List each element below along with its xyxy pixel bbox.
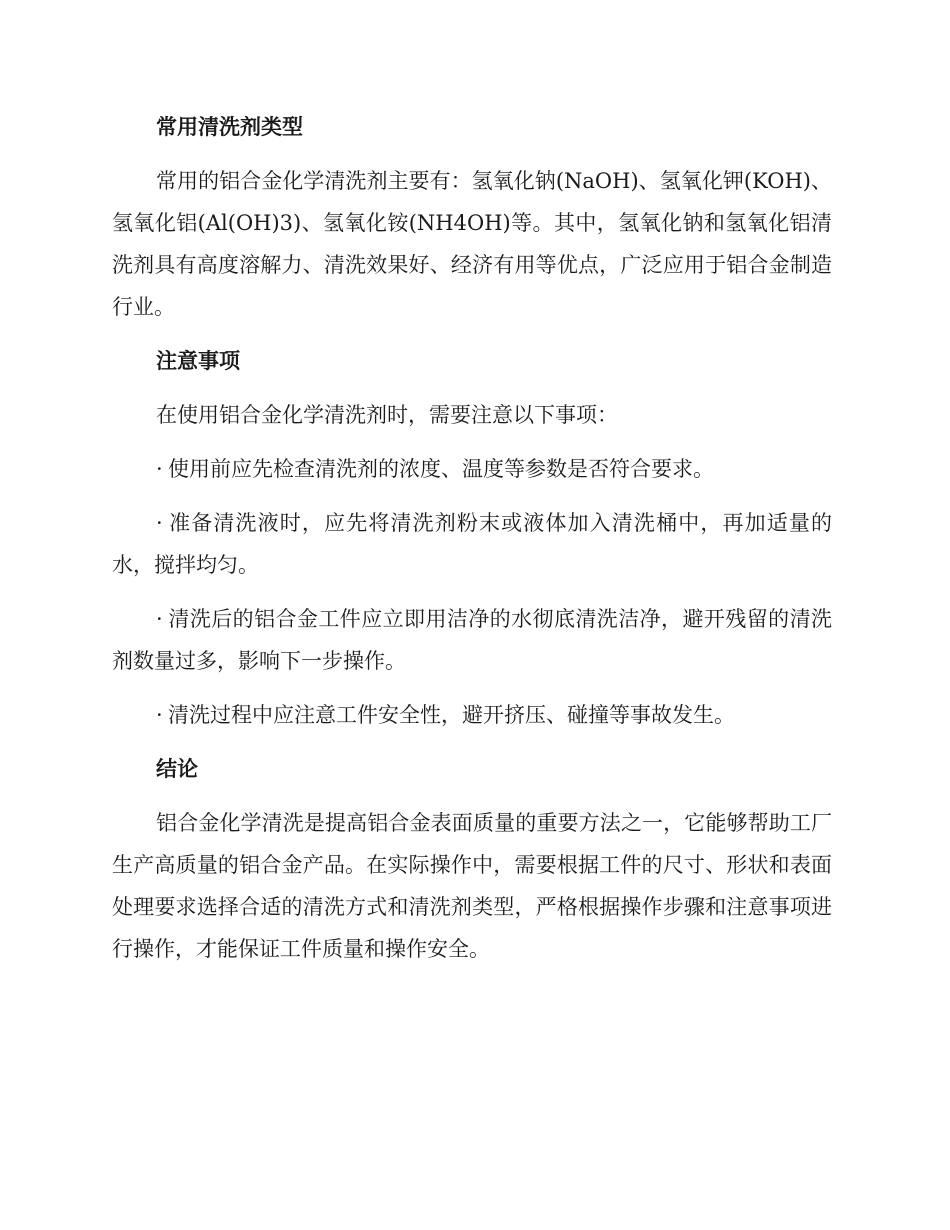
- bullet-item: [112, 448, 832, 490]
- section-precautions: [112, 340, 832, 736]
- bullet-text: 清洗后的铝合金工件应立即用洁净的水彻底清洗洁净，避开残留的清洗剂数量过多，影响下一步操作。: [112, 607, 832, 673]
- bullet-item: [112, 598, 832, 682]
- bullet-dot: ·: [156, 607, 163, 631]
- section-heading: 常用清洗剂类型: [156, 114, 303, 139]
- bullet-dot: ·: [156, 511, 163, 535]
- bullet-text: 使用前应先检查清洗剂的浓度、温度等参数是否符合要求。: [168, 457, 714, 481]
- section-heading: 注意事项: [156, 348, 240, 373]
- document-page: [112, 106, 832, 982]
- body-paragraph: 铝合金化学清洗是提高铝合金表面质量的重要方法之一，它能够帮助工厂生产高质量的铝合金产品。在实际操作中，需要根据工件的尺寸、形状和表面处理要求选择合适的清洗方式和清洗剂类型，严格根据操作步骤和注意事项进行操作，才能保证工件质量和操作安全。: [112, 811, 832, 961]
- bullet-item: [112, 694, 832, 736]
- intro-paragraph: 在使用铝合金化学清洗剂时，需要注意以下事项：: [156, 403, 618, 427]
- bullet-dot: ·: [156, 703, 163, 727]
- section-conclusion: [112, 748, 832, 970]
- section-heading: 结论: [156, 756, 198, 781]
- bullet-item: [112, 502, 832, 586]
- bullet-dot: ·: [156, 457, 163, 481]
- body-paragraph: 常用的铝合金化学清洗剂主要有：氢氧化钠(NaOH)、氢氧化钾(KOH)、氢氧化铝(Al(OH)3)、氢氧化铵(NH4OH)等。其中，氢氧化钠和氢氧化铝清洗剂具有高度溶解力、清洗效果好、经济有用等优点，广泛应用于铝合金制造行业。: [112, 169, 832, 319]
- section-cleaner-types: [112, 106, 832, 328]
- bullet-text: 清洗过程中应注意工件安全性，避开挤压、碰撞等事故发生。: [168, 703, 735, 727]
- bullet-text: 准备清洗液时，应先将清洗剂粉末或液体加入清洗桶中，再加适量的水，搅拌均匀。: [112, 511, 832, 577]
